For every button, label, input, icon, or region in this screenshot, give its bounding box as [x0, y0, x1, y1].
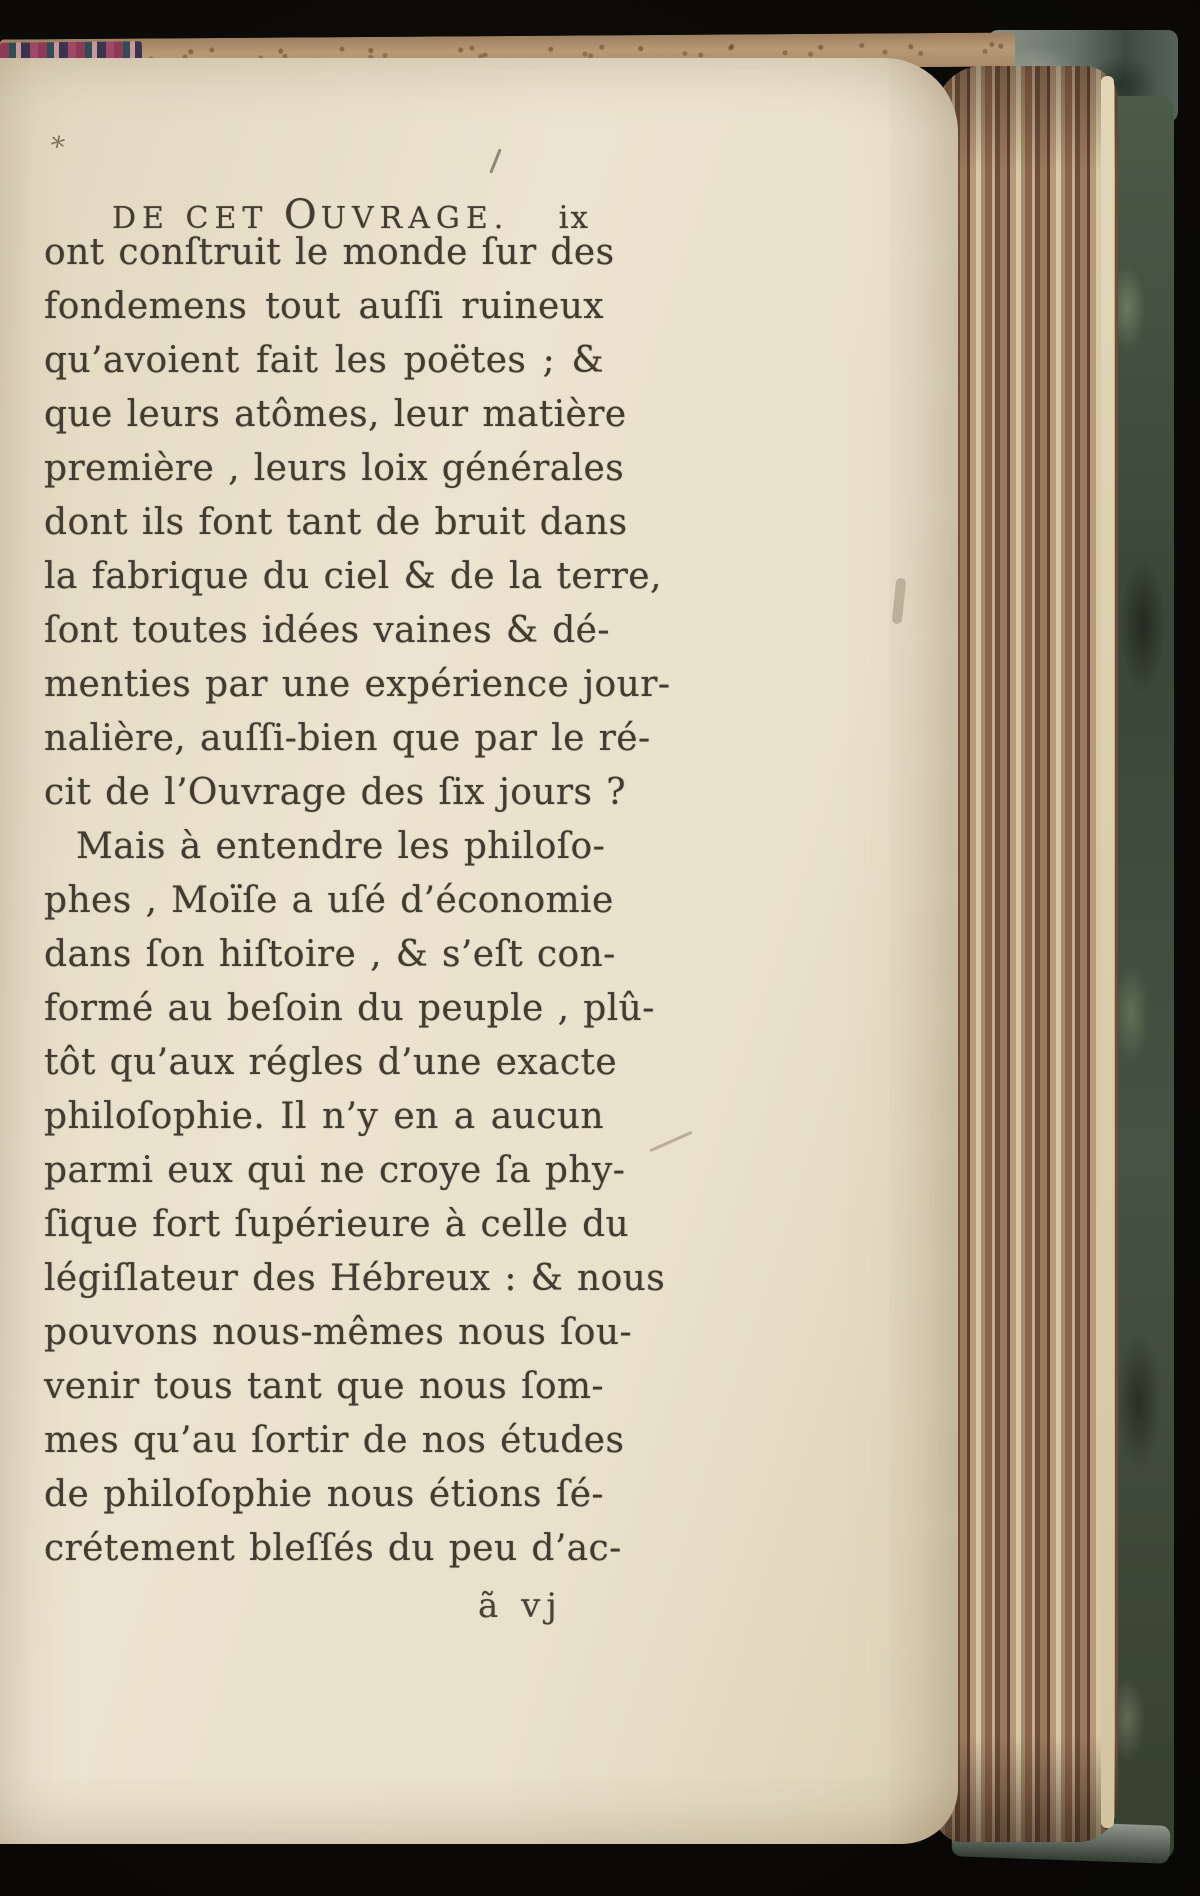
text-line: dans ſon hiſtoire , & s’eſt con- [44, 934, 616, 975]
text-line: Mais à entendre les philoſo- [76, 826, 606, 867]
text-line: que leurs atômes, leur matière [44, 394, 627, 435]
text-line: dont ils font tant de bruit dans [44, 502, 628, 543]
text-line: ont conſtruit le monde ſur des [44, 232, 615, 273]
pencil-mark [649, 1131, 692, 1152]
text-line: première , leurs loix générales [44, 448, 625, 489]
text-line: légiſlateur des Hébreux : & nous [44, 1258, 666, 1299]
text-line: philoſophie. Il n’y en a aucun [44, 1096, 604, 1137]
text-line: venir tous tant que nous ſom- [44, 1366, 604, 1407]
text-line: la fabrique du ciel & de la terre, [44, 556, 662, 597]
text-line: pouvons nous-mêmes nous ſou- [44, 1312, 633, 1353]
page-number: ix [558, 200, 590, 236]
text-line: phes , Moïſe a uſé d’économie [44, 880, 614, 921]
text-line: tôt qu’aux régles d’une exacte [44, 1042, 618, 1083]
fore-edge-page-stack [936, 66, 1118, 1842]
text-line: ſique fort ſupérieure à celle du [44, 1204, 630, 1245]
text-line: qu’avoient fait les poëtes ; & [44, 340, 604, 381]
page-smudge [892, 578, 907, 625]
ink-mark-asterisk: * [46, 128, 68, 165]
text-line: de philoſophie nous étions ſé- [44, 1474, 604, 1515]
text-line: parmi eux qui ne croye ſa phy- [44, 1150, 626, 1191]
text-line: mes qu’au ſortir de nos études [44, 1420, 625, 1461]
signature-mark: ã vj [478, 1586, 563, 1626]
running-title: DE CET OUVRAGE. [112, 192, 510, 238]
book-page [0, 58, 958, 1844]
text-line: ſont toutes idées vaines & dé- [44, 610, 610, 651]
text-line: menties par une expérience jour- [44, 664, 671, 705]
text-line: crétement bleſſés du peu d’ac- [44, 1528, 622, 1569]
ink-mark-stroke [489, 148, 502, 173]
text-line: formé au beſoin du peuple , plû- [44, 988, 655, 1029]
body-text [44, 226, 671, 1576]
text-line: fondemens tout auſſi ruineux [44, 286, 604, 327]
text-line: nalière, auſſi-bien que par le ré- [44, 718, 651, 759]
text-line: cit de l’Ouvrage des ſix jours ? [44, 772, 626, 813]
